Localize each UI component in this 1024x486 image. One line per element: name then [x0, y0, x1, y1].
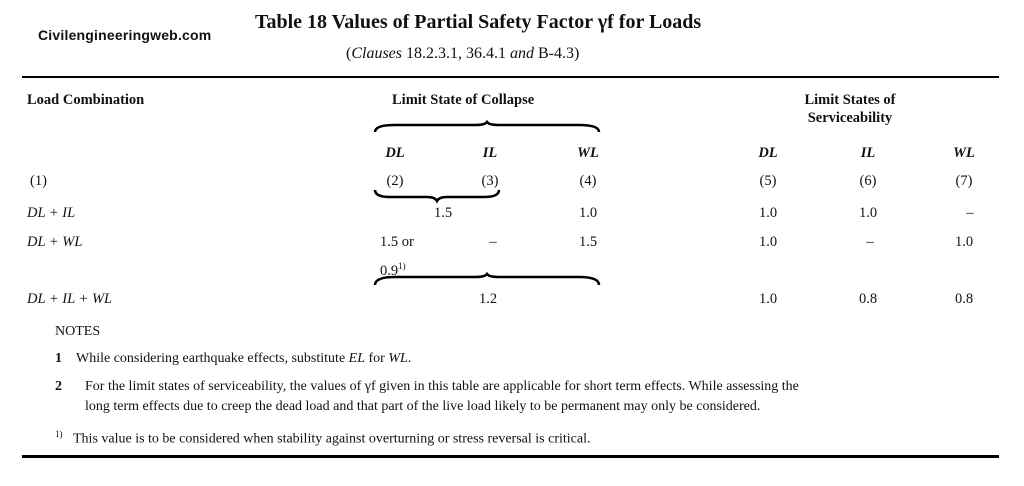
row2-collapse-il: – — [489, 234, 497, 250]
colnum-1: (1) — [30, 173, 47, 189]
clauses-list: 18.2.3.1, 36.4.1 — [402, 45, 510, 62]
sub-dl-service: DL — [758, 145, 778, 161]
row3-combo: DL + IL + WL — [27, 291, 113, 307]
note-1 — [55, 351, 411, 367]
bottom-rule — [22, 455, 999, 458]
table-title: Table 18 Values of Partial Safety Factor γf for Loads — [255, 11, 702, 33]
note-2-line-1: For the limit states of serviceability, the values of γf given in this table are applicable for short term effects. While assessing the — [85, 379, 799, 394]
notes-heading: NOTES — [55, 324, 101, 339]
row2-service-wl: 1.0 — [954, 234, 974, 250]
top-rule — [22, 76, 999, 78]
sub-wl-service: WL — [953, 145, 975, 161]
colnum-2: (2) — [386, 173, 404, 189]
dl-il-brace — [375, 188, 500, 202]
and-word: and — [510, 45, 534, 62]
collapse-brace — [375, 122, 600, 136]
row2-combo: DL + WL — [27, 234, 83, 250]
footnote-text: This value is to be considered when stability against overturning or stress reversal is critical. — [73, 431, 591, 447]
footnote-mark: 1) — [55, 429, 63, 439]
row2-service-il: – — [866, 234, 874, 250]
row2-collapse-dl-a: 1.5 or — [380, 234, 414, 250]
colnum-3: (3) — [481, 173, 499, 189]
colnum-6: (6) — [859, 173, 877, 189]
note-1-text-b: for — [365, 351, 389, 366]
note-1-wl: WL — [388, 351, 408, 366]
row1-collapse-dl-il: 1.5 — [433, 205, 453, 221]
colnum-4: (4) — [579, 173, 597, 189]
last-clause: B-4.3 — [534, 45, 574, 62]
colnum-7: (7) — [955, 173, 973, 189]
footnote-ref: 1) — [398, 261, 406, 271]
table-subtitle: (Clauses 18.2.3.1, 36.4.1 and B-4.3) — [346, 45, 580, 62]
header-load-combination: Load Combination — [27, 92, 145, 108]
row3-service-dl: 1.0 — [758, 291, 778, 307]
note-1-text-c: . — [407, 351, 412, 366]
sub-dl-collapse: DL — [385, 145, 405, 161]
header-limit-collapse: Limit State of Collapse — [392, 92, 535, 108]
row3-service-wl: 0.8 — [954, 291, 974, 307]
colnum-5: (5) — [759, 173, 777, 189]
row3-collapse-all: 1.2 — [478, 291, 498, 307]
row1-collapse-wl: 1.0 — [578, 205, 598, 221]
header-limit-serviceability-2: Serviceability — [807, 110, 893, 126]
note-1-number: 1 — [55, 351, 62, 366]
note-1-text-a: While considering earthquake effects, substitute — [76, 351, 349, 366]
note-2-line-2: long term effects due to creep the dead load and that part of the live load likely to be permanent may only be considered. — [85, 399, 761, 414]
clauses-word: Clauses — [351, 45, 402, 62]
header-limit-serviceability-1: Limit States of — [804, 92, 896, 108]
row1-service-il: 1.0 — [858, 205, 878, 221]
footnote — [55, 429, 590, 448]
row1-service-wl: – — [966, 205, 974, 221]
note-2-number: 2 — [55, 379, 62, 394]
collapse-lower-brace — [375, 273, 600, 287]
sub-wl-collapse: WL — [577, 145, 599, 161]
note-1-el: EL — [348, 351, 365, 366]
sub-il-service: IL — [860, 145, 876, 161]
sub-il-collapse: IL — [482, 145, 498, 161]
row1-service-dl: 1.0 — [758, 205, 778, 221]
row1-combo: DL + IL — [27, 205, 76, 221]
row2-collapse-wl: 1.5 — [578, 234, 598, 250]
row3-service-il: 0.8 — [858, 291, 878, 307]
row2-collapse-dl-b: 0.9$^{1)}$ — [380, 261, 406, 279]
row2-service-dl: 1.0 — [758, 234, 778, 250]
watermark: Civilengineeringweb.com — [38, 27, 212, 43]
